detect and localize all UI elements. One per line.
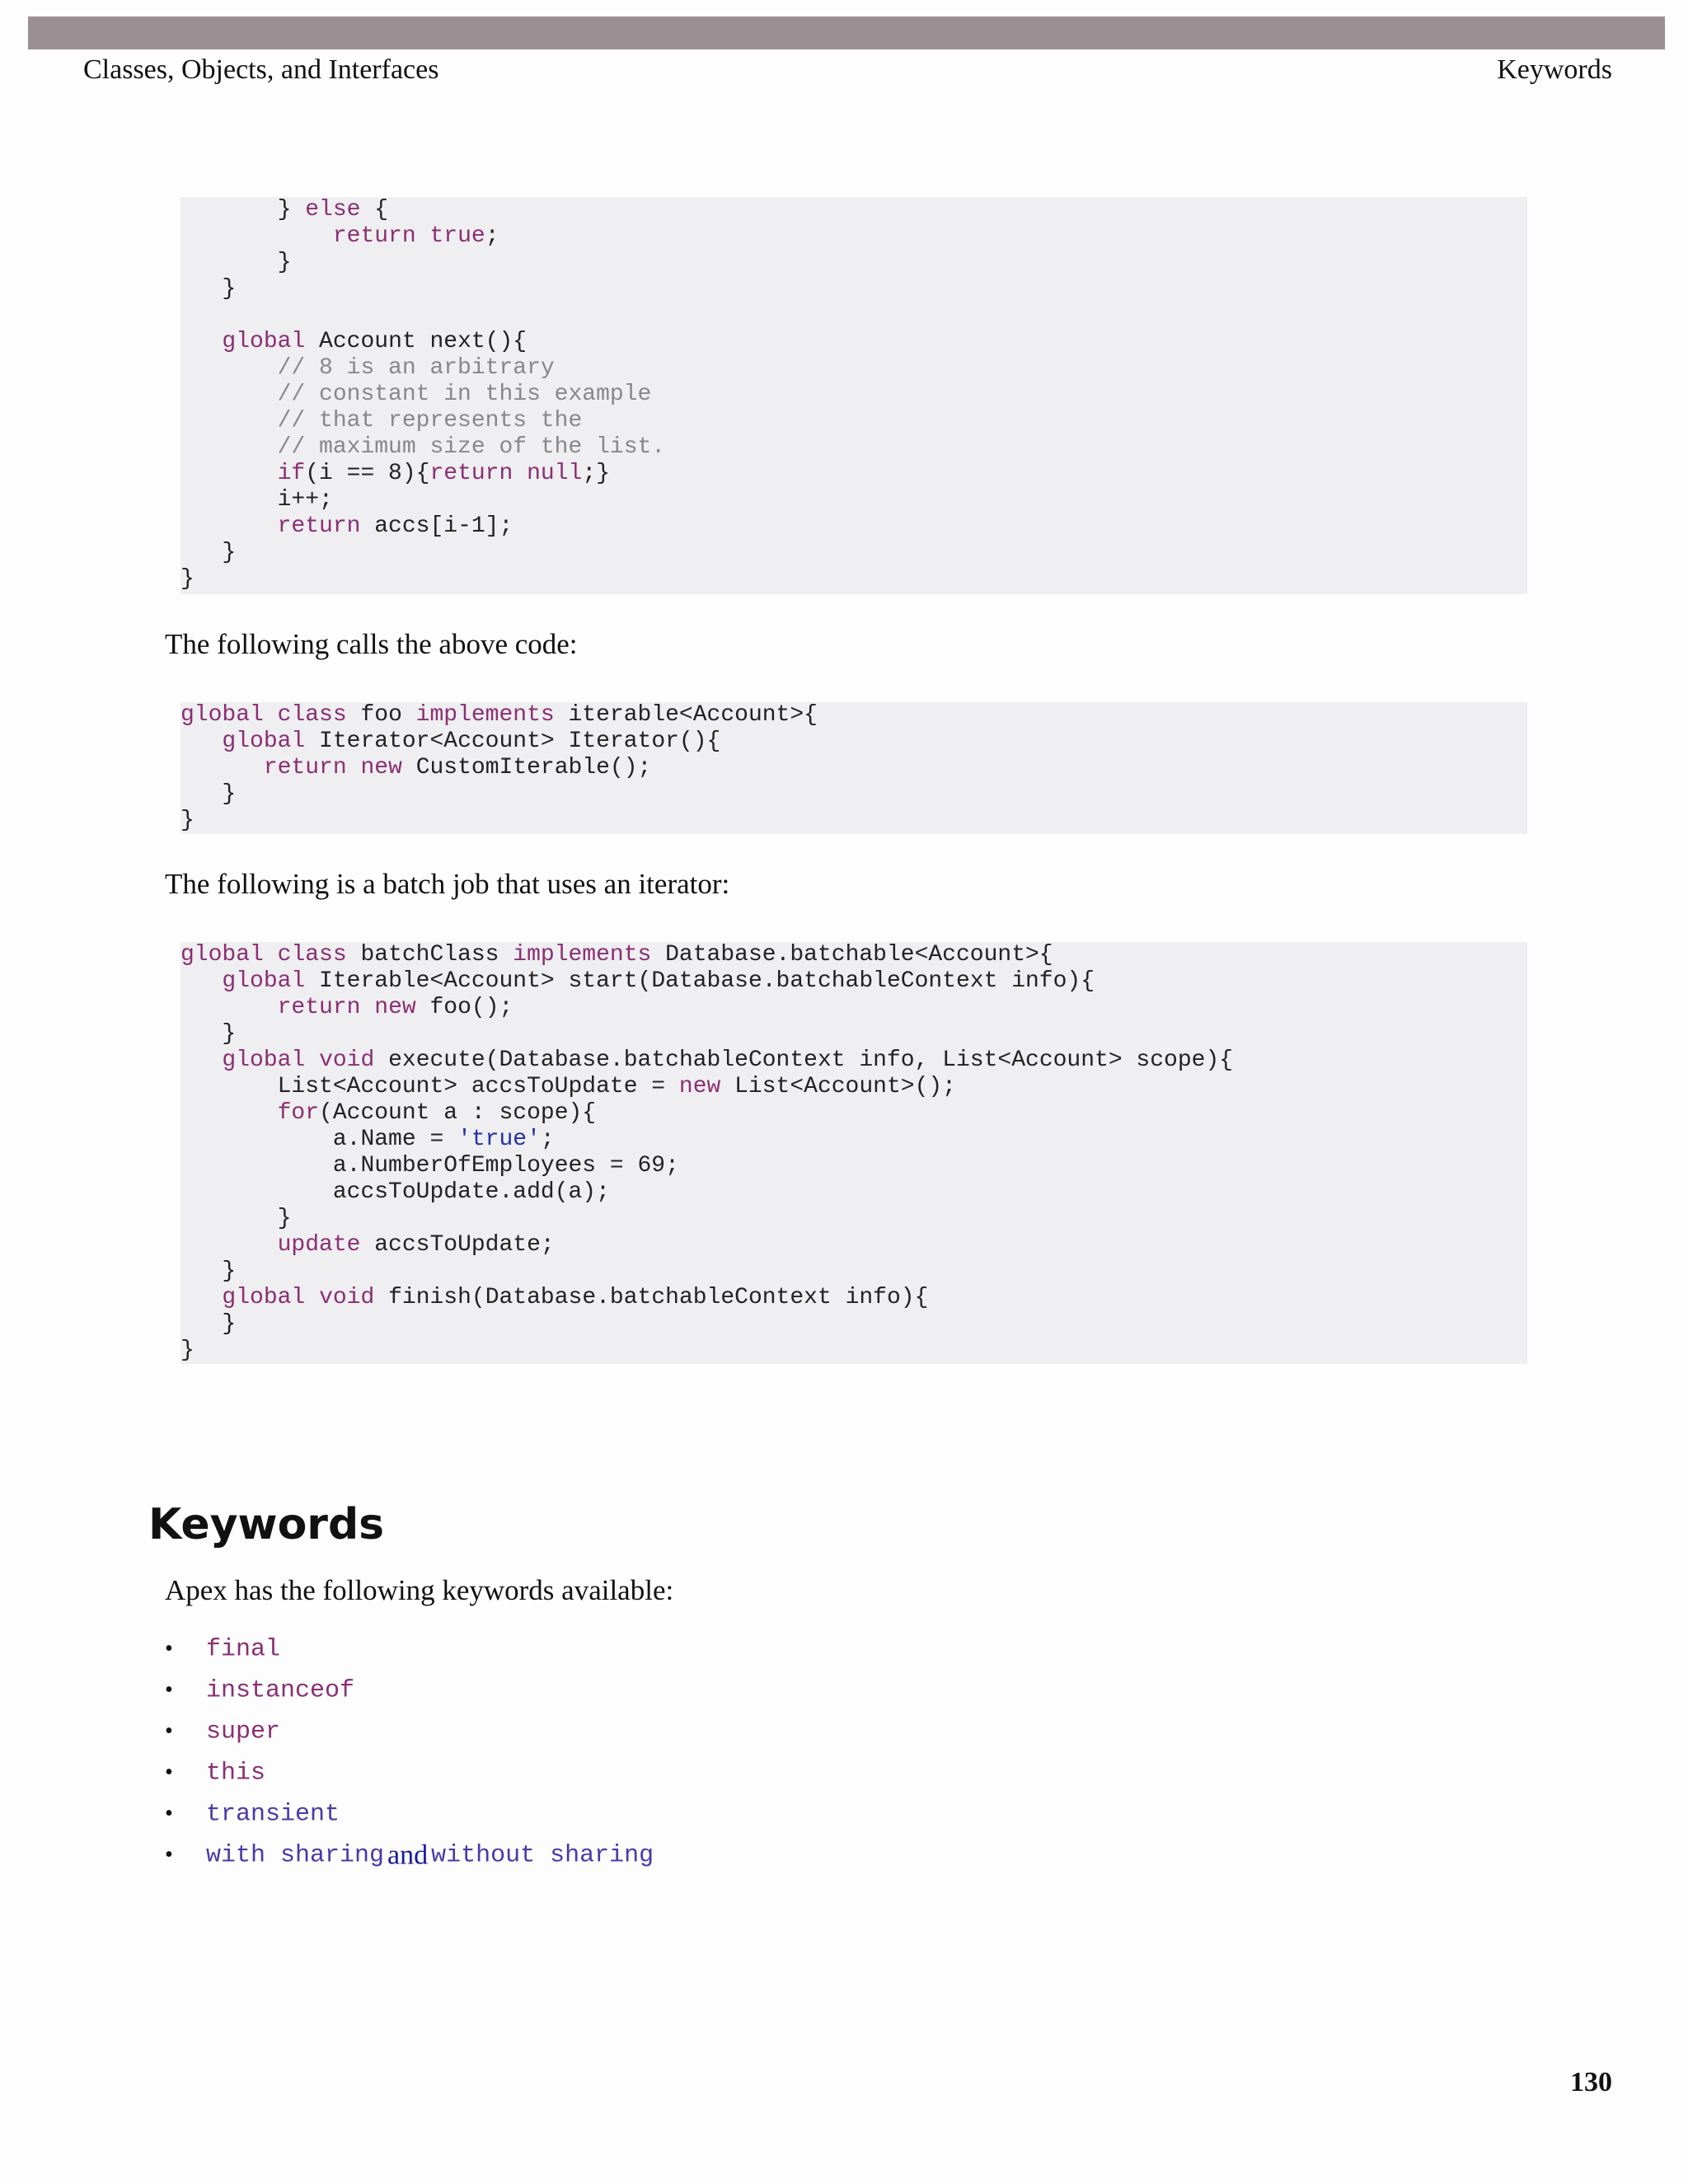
code-line (181, 513, 1527, 540)
code-text: } (181, 808, 195, 833)
code-text: { (360, 197, 389, 223)
code-keyword: else (305, 197, 361, 223)
code-text: } (222, 1311, 237, 1337)
list-item (165, 1795, 654, 1836)
code-line (181, 276, 1527, 302)
code-keyword: return (277, 513, 361, 539)
code-line (181, 1047, 1527, 1074)
code-comment: // maximum size of the list. (277, 434, 666, 460)
code-keyword: null (527, 461, 583, 486)
keyword-link-final[interactable]: final (206, 1635, 281, 1664)
code-line (181, 1179, 1527, 1206)
code-text: execute(Database.batchableContext info, List<Account> scope){ (374, 1047, 1234, 1073)
code-line (181, 540, 1527, 566)
code-text: List<Account>(); (720, 1074, 956, 1099)
code-line (181, 197, 1527, 223)
keyword-link-instanceof[interactable]: instanceof (206, 1676, 355, 1705)
code-comment: // that represents the (277, 408, 583, 434)
code-keyword: global (222, 968, 306, 994)
code-text (305, 1047, 319, 1073)
code-text (416, 223, 430, 249)
list-item (165, 1836, 654, 1877)
bullet: • (165, 1760, 173, 1786)
code-line (181, 382, 1527, 408)
code-text: accsToUpdate; (360, 1232, 555, 1258)
code-line (181, 729, 1527, 755)
code-text: Iterable<Account> start(Database.batchableContext info){ (305, 968, 1095, 994)
code-keyword: return (277, 995, 361, 1020)
code-line (181, 355, 1527, 382)
code-keyword: implements (513, 942, 652, 968)
code-text: } (222, 540, 237, 565)
code-text (360, 995, 374, 1020)
code-comment: // 8 is an arbitrary (277, 355, 555, 381)
code-text: iterable<Account>{ (554, 702, 818, 728)
code-line (181, 781, 1527, 808)
code-text: } (222, 781, 237, 807)
keywords-heading: Keywords (148, 1500, 385, 1549)
code-line (181, 566, 1527, 593)
code-keyword: if (277, 461, 306, 486)
code-text: foo(); (415, 995, 513, 1020)
code-keyword: class (277, 702, 347, 728)
code-line (181, 942, 1527, 968)
code-text: } (181, 566, 195, 592)
code-block-foo-class (181, 702, 1527, 834)
code-line (181, 1338, 1527, 1364)
code-keyword: void (319, 1285, 375, 1310)
code-text: } (222, 1021, 237, 1047)
code-text: } (277, 1206, 292, 1231)
code-text: ; (540, 1127, 555, 1152)
code-text (513, 461, 527, 486)
keyword-link-transient[interactable]: transient (206, 1800, 340, 1829)
code-text: a.Name = (332, 1127, 458, 1152)
code-text: Database.batchable<Account>{ (651, 942, 1053, 968)
code-text: Account next(){ (305, 329, 528, 354)
code-line (181, 1127, 1527, 1153)
bullet: • (165, 1842, 173, 1868)
code-line (181, 1100, 1527, 1127)
code-line (181, 223, 1527, 250)
code-keyword: global (181, 942, 264, 968)
bullet: • (165, 1636, 173, 1662)
running-header-section: Keywords (1497, 54, 1612, 85)
code-keyword: implements (415, 702, 555, 728)
code-keyword: return (332, 223, 416, 249)
code-text: Iterator<Account> Iterator(){ (305, 729, 721, 754)
paragraph-batch-job: The following is a batch job that uses an iterator: (165, 868, 730, 900)
code-keyword: global (222, 1047, 306, 1073)
code-line (181, 702, 1527, 729)
code-line (181, 487, 1527, 513)
bullet: • (165, 1801, 173, 1827)
bullet: • (165, 1718, 173, 1745)
list-item (165, 1671, 654, 1713)
list-item (165, 1713, 654, 1754)
code-line (181, 1311, 1527, 1338)
paragraph-calls-above-code: The following calls the above code: (165, 628, 578, 660)
keywords-list (165, 1630, 654, 1877)
code-text (264, 942, 278, 968)
code-text: } (222, 276, 237, 302)
code-keyword: class (277, 942, 347, 968)
code-keyword: new (360, 755, 402, 780)
code-line (181, 461, 1527, 487)
code-line (181, 434, 1527, 461)
code-text: } (222, 1258, 237, 1284)
code-line (181, 302, 1527, 329)
code-string: 'true' (457, 1127, 541, 1152)
list-item (165, 1754, 654, 1795)
code-line (181, 250, 1527, 276)
code-text: finish(Database.batchableContext info){ (374, 1285, 929, 1310)
code-line (181, 1021, 1527, 1047)
list-item (165, 1630, 654, 1671)
code-text: i++; (277, 487, 333, 513)
code-keyword: global (222, 329, 306, 354)
code-keyword: new (678, 1074, 721, 1099)
code-text: ; (485, 223, 499, 249)
code-comment: // constant in this example (277, 382, 652, 407)
code-text: (Account a : scope){ (319, 1100, 597, 1126)
top-bar (28, 16, 1665, 49)
code-keyword: void (319, 1047, 375, 1073)
code-line (181, 995, 1527, 1021)
keyword-link-this[interactable]: this (206, 1759, 266, 1788)
running-header-chapter: Classes, Objects, and Interfaces (83, 54, 439, 85)
code-line (181, 1285, 1527, 1311)
code-text: } (277, 197, 306, 223)
page-number: 130 (1570, 2067, 1612, 2097)
code-line (181, 1153, 1527, 1179)
code-text: a.NumberOfEmployees = 69; (332, 1153, 679, 1179)
code-text: batchClass (346, 942, 513, 968)
code-keyword: for (277, 1100, 320, 1126)
code-text: } (181, 1338, 195, 1363)
keyword-link-with-sharing[interactable]: with sharing (206, 1841, 385, 1870)
code-text (347, 755, 361, 780)
code-line (181, 1258, 1527, 1285)
code-keyword: global (181, 702, 264, 728)
code-keyword: true (429, 223, 485, 249)
code-block-batch-class (181, 942, 1527, 1364)
code-line (181, 1206, 1527, 1232)
code-line (181, 808, 1527, 834)
code-text: CustomIterable(); (401, 755, 652, 780)
code-text: foo (346, 702, 416, 728)
code-keyword: global (222, 729, 306, 754)
code-text: ;} (582, 461, 610, 486)
code-line (181, 755, 1527, 781)
code-keyword: update (277, 1232, 361, 1258)
code-block-iterator-tail (181, 197, 1527, 594)
code-keyword: return (429, 461, 513, 486)
code-text: accsToUpdate.add(a); (332, 1179, 610, 1205)
and-text: and (387, 1840, 429, 1871)
keyword-link-without-sharing[interactable]: without sharing (431, 1841, 654, 1870)
code-line (181, 329, 1527, 355)
code-line (181, 408, 1527, 434)
bullet: • (165, 1677, 173, 1704)
code-line (181, 1232, 1527, 1258)
code-keyword: global (222, 1285, 306, 1310)
keywords-intro: Apex has the following keywords available: (165, 1574, 674, 1606)
code-line (181, 968, 1527, 995)
code-text (264, 702, 278, 728)
code-text: accs[i-1]; (360, 513, 513, 539)
code-line (181, 1074, 1527, 1100)
code-text: List<Account> accsToUpdate = (277, 1074, 679, 1099)
code-text: } (277, 250, 292, 275)
code-text (305, 1285, 319, 1310)
keyword-link-super[interactable]: super (206, 1718, 281, 1746)
code-keyword: return (263, 755, 347, 780)
code-text: (i == 8){ (305, 461, 430, 486)
code-keyword: new (374, 995, 416, 1020)
